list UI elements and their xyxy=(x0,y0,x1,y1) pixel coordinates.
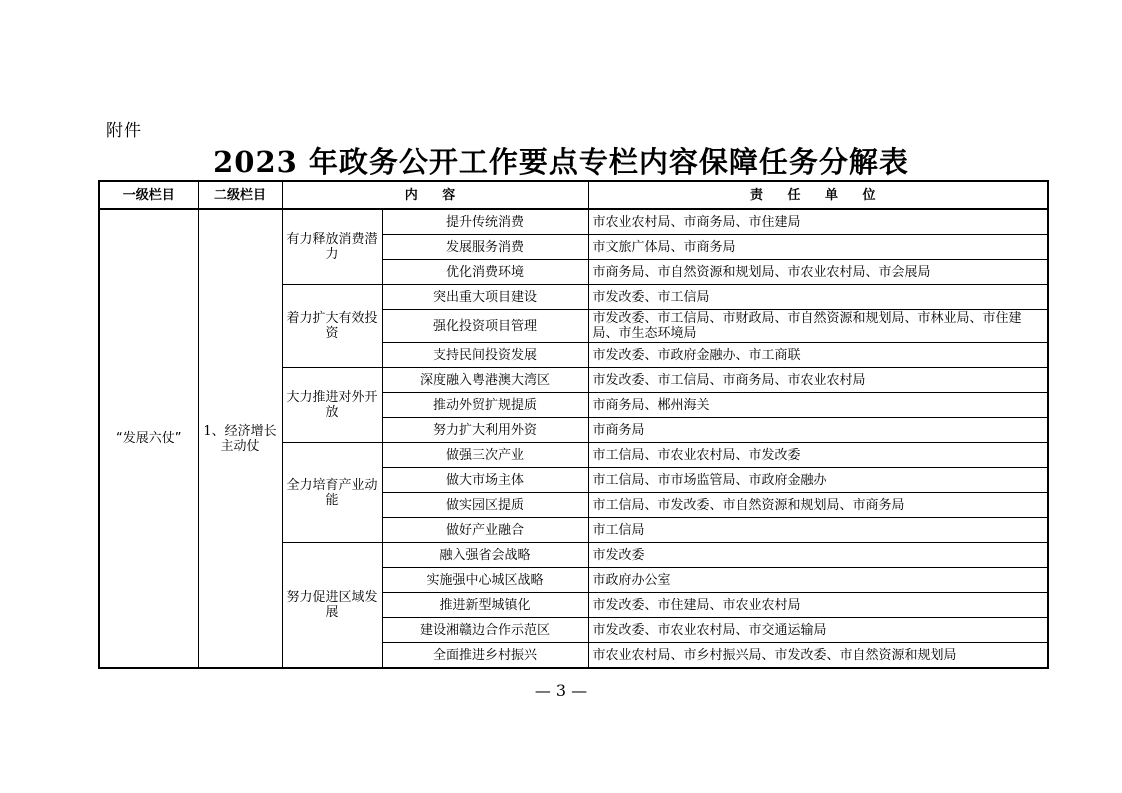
content-cell: 突出重大项目建设 xyxy=(382,285,588,310)
table-header-row xyxy=(99,181,1048,209)
content-cell: 发展服务消费 xyxy=(382,235,588,260)
responsible-units-cell: 市商务局 xyxy=(588,418,1048,443)
content-cell: 推进新型城镇化 xyxy=(382,593,588,618)
content-cell: 支持民间投资发展 xyxy=(382,343,588,368)
responsible-units-cell: 市发改委、市住建局、市农业农村局 xyxy=(588,593,1048,618)
group-label: 努力促进区域发展 xyxy=(282,543,382,669)
responsible-units-cell: 市发改委 xyxy=(588,543,1048,568)
level2-column-cell: 1、经济增长主动仗 xyxy=(198,209,282,668)
content-cell: 强化投资项目管理 xyxy=(382,310,588,343)
content-cell: 深度融入粤港澳大湾区 xyxy=(382,368,588,393)
task-breakdown-table xyxy=(98,180,1049,669)
table-row xyxy=(99,209,1048,235)
column-header-responsible-units: 责 任 单 位 xyxy=(588,181,1048,209)
responsible-units-cell: 市农业农村局、市商务局、市住建局 xyxy=(588,209,1048,235)
content-cell: 实施强中心城区战略 xyxy=(382,568,588,593)
group-label: 有力释放消费潜力 xyxy=(282,209,382,285)
attachment-label: 附件 xyxy=(106,121,142,141)
responsible-units-cell: 市发改委、市政府金融办、市工商联 xyxy=(588,343,1048,368)
level1-column-cell: “发展六仗” xyxy=(99,209,198,668)
column-header-level2: 二级栏目 xyxy=(198,181,282,209)
responsible-units-cell: 市工信局 xyxy=(588,518,1048,543)
responsible-units-cell: 市政府办公室 xyxy=(588,568,1048,593)
content-cell: 做大市场主体 xyxy=(382,468,588,493)
responsible-units-cell: 市发改委、市工信局、市财政局、市自然资源和规划局、市林业局、市住建局、市生态环境局 xyxy=(588,310,1048,343)
group-label: 着力扩大有效投资 xyxy=(282,285,382,368)
responsible-units-cell: 市发改委、市工信局 xyxy=(588,285,1048,310)
content-cell: 建设湘赣边合作示范区 xyxy=(382,618,588,643)
responsible-units-cell: 市农业农村局、市乡村振兴局、市发改委、市自然资源和规划局 xyxy=(588,643,1048,669)
content-cell: 做实园区提质 xyxy=(382,493,588,518)
responsible-units-cell: 市商务局、市自然资源和规划局、市农业农村局、市会展局 xyxy=(588,260,1048,285)
responsible-units-cell: 市发改委、市工信局、市商务局、市农业农村局 xyxy=(588,368,1048,393)
column-header-level1: 一级栏目 xyxy=(99,181,198,209)
responsible-units-cell: 市工信局、市市场监管局、市政府金融办 xyxy=(588,468,1048,493)
content-cell: 做强三次产业 xyxy=(382,443,588,468)
content-cell: 推动外贸扩规提质 xyxy=(382,393,588,418)
responsible-units-cell: 市工信局、市农业农村局、市发改委 xyxy=(588,443,1048,468)
column-header-content: 内 容 xyxy=(282,181,588,209)
responsible-units-cell: 市工信局、市发改委、市自然资源和规划局、市商务局 xyxy=(588,493,1048,518)
content-cell: 优化消费环境 xyxy=(382,260,588,285)
group-label: 全力培育产业动能 xyxy=(282,443,382,543)
responsible-units-cell: 市发改委、市农业农村局、市交通运输局 xyxy=(588,618,1048,643)
group-label: 大力推进对外开放 xyxy=(282,368,382,443)
responsible-units-cell: 市文旅广体局、市商务局 xyxy=(588,235,1048,260)
document-title: 2023 年政务公开工作要点专栏内容保障任务分解表 xyxy=(213,145,909,179)
responsible-units-cell: 市商务局、郴州海关 xyxy=(588,393,1048,418)
content-cell: 做好产业融合 xyxy=(382,518,588,543)
page-number: — 3 — xyxy=(534,681,588,700)
content-cell: 全面推进乡村振兴 xyxy=(382,643,588,669)
content-cell: 努力扩大利用外资 xyxy=(382,418,588,443)
content-cell: 融入强省会战略 xyxy=(382,543,588,568)
content-cell: 提升传统消费 xyxy=(382,209,588,235)
